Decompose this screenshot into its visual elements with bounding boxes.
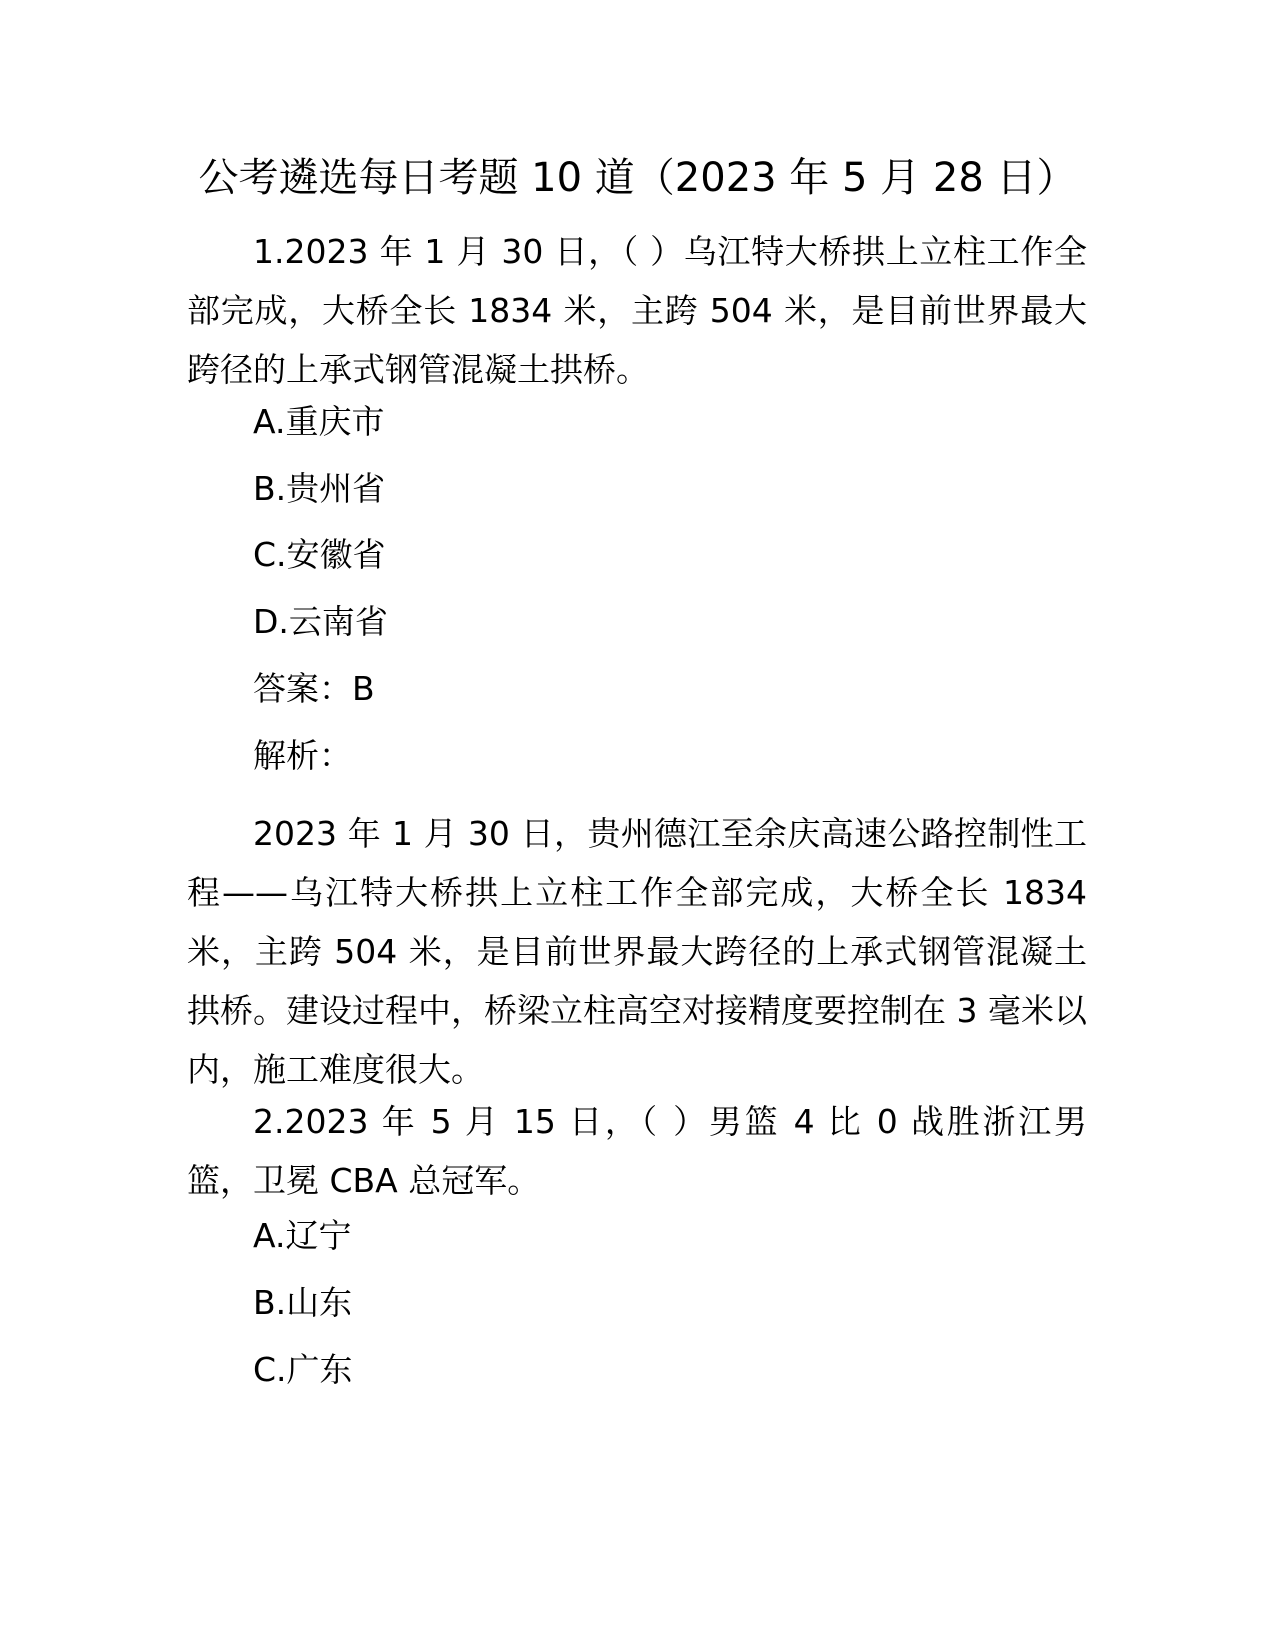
document-title: 公考遴选每日考题 10 道（2023 年 5 月 28 日） [198, 155, 1077, 201]
question-1-analysis: 2023 年 1 月 30 日，贵州德江至余庆高速公路控制性工程——乌江特大桥拱上立柱工作全部完成，大桥全长 1834 米，主跨 504 米，是目前世界最大跨径的上承式钢管混凝土拱桥。建设过程中，桥梁立柱高空对接精度要控制在 3 毫米以内，施工难度很大。 [187, 814, 1087, 1089]
question-1-analysis-label: 解析： [253, 736, 352, 775]
question-2-text: 2.2023 年 5 月 15 日，（ ）男篮 4 比 0 战胜浙江男篮，卫冕 CBA 总冠军。 [187, 1102, 1087, 1200]
question-2-option-a: A.辽宁 [253, 1216, 352, 1255]
question-1-option-c: C.安徽省 [253, 535, 386, 574]
question-2-option-b: B.山东 [253, 1283, 353, 1322]
question-1-option-a: A.重庆市 [253, 402, 385, 441]
question-2-option-c: C.广东 [253, 1350, 353, 1389]
question-1-answer: 答案：B [253, 669, 375, 708]
question-1-option-b: B.贵州省 [253, 469, 386, 508]
question-1-option-d: D.云南省 [253, 602, 388, 641]
question-1-text: 1.2023 年 1 月 30 日，（ ）乌江特大桥拱上立柱工作全部完成，大桥全长 1834 米，主跨 504 米，是目前世界最大跨径的上承式钢管混凝土拱桥。 [187, 232, 1087, 389]
